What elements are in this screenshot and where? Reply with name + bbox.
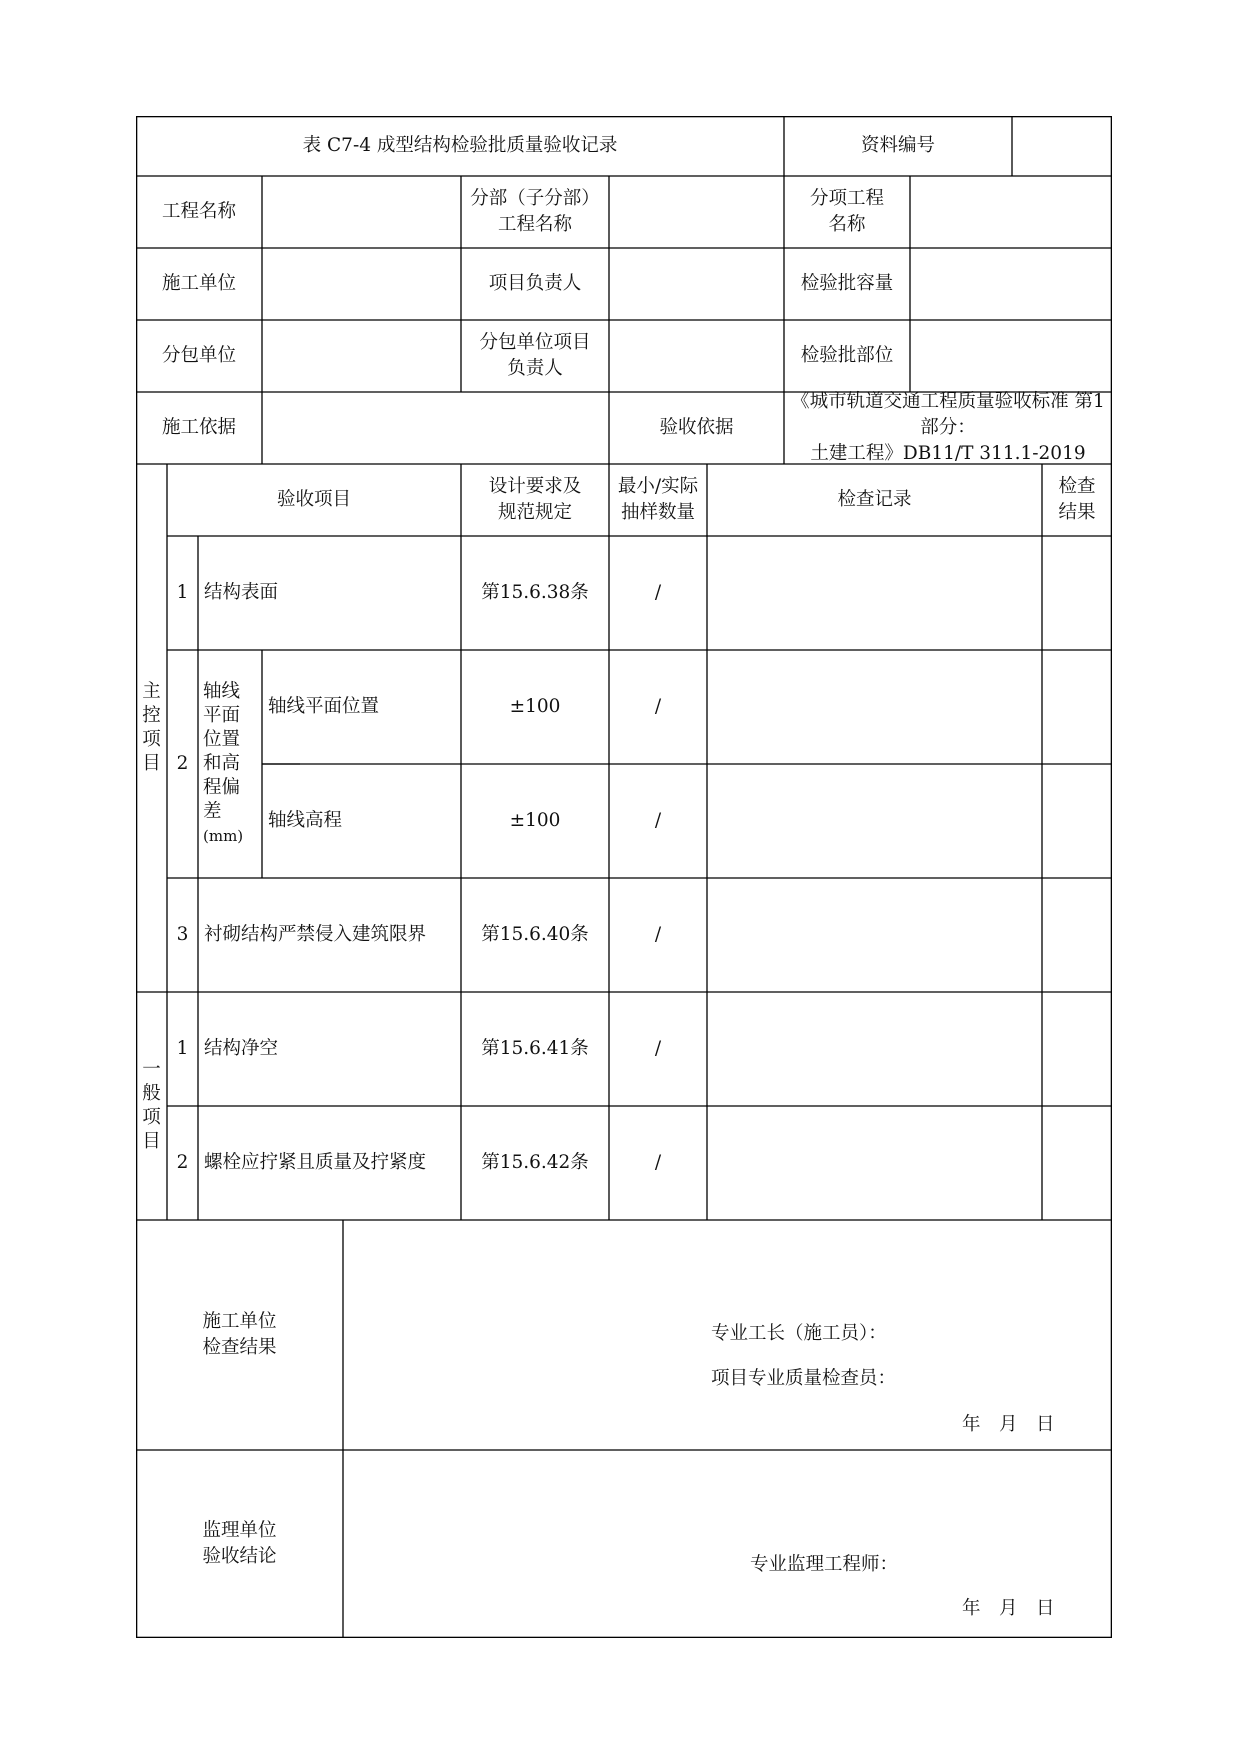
main-row-1-record[interactable]: [707, 536, 1042, 650]
group-label-line: 轴线: [203, 681, 241, 702]
main-row-2a-sample[interactable]: /: [654, 696, 662, 717]
main-row-2a-req: ±100: [509, 696, 561, 717]
sub-item-label-line1: 分项工程: [809, 188, 884, 209]
main-row-2b-req: ±100: [509, 810, 561, 831]
basis-value[interactable]: [262, 392, 609, 464]
main-row-2a-result[interactable]: [1042, 650, 1112, 764]
general-row-2-result[interactable]: [1042, 1106, 1112, 1220]
main-row-1-name: 结构表面: [204, 582, 279, 603]
acceptance-basis-label: 验收依据: [659, 417, 734, 438]
acceptance-record-sheet: [136, 116, 1112, 1638]
general-row-1-result[interactable]: [1042, 992, 1112, 1106]
col-header-result-line1: 检查: [1058, 476, 1096, 497]
col-header-record: 检查记录: [837, 489, 912, 510]
main-row-2a-record[interactable]: [707, 650, 1042, 764]
main-row-2-no: 2: [176, 753, 189, 774]
sub-leader-label-line2: 负责人: [507, 358, 563, 379]
main-row-2b-record[interactable]: [707, 764, 1042, 878]
construction-check-label-line2: 检查结果: [202, 1337, 277, 1358]
main-row-2b-name: 轴线高程: [268, 810, 343, 831]
general-label: [136, 992, 167, 1220]
col-header-sample-line2: 抽样数量: [620, 502, 695, 523]
general-char: 项: [142, 1107, 161, 1128]
general-row-2-name: 螺栓应拧紧且质量及拧紧度: [204, 1152, 427, 1173]
main-control-char: 控: [142, 705, 161, 726]
general-row-1-name: 结构净空: [204, 1038, 279, 1059]
main-control-char: 目: [142, 753, 161, 774]
supervision-label: [136, 1450, 343, 1638]
batch-capacity-label: 检验批容量: [800, 273, 894, 294]
batch-location-label: 检验批部位: [800, 345, 894, 366]
group-label-line: 差: [203, 801, 222, 822]
general-char: 般: [142, 1083, 161, 1104]
project-name-label: 工程名称: [161, 201, 236, 222]
sub-item-label-line2: 名称: [828, 214, 866, 235]
col-header-sample: [609, 464, 707, 536]
general-row-2-no: 2: [176, 1152, 189, 1173]
main-row-3-req: 第15.6.40条: [481, 924, 589, 945]
group-label-line: 程偏: [203, 777, 241, 798]
supervision-label-line2: 验收结论: [202, 1546, 277, 1567]
main-row-3-no: 3: [176, 924, 189, 945]
project-leader-label: 项目负责人: [488, 273, 582, 294]
acceptance-basis-value: [784, 392, 1112, 464]
general-row-1-req: 第15.6.41条: [481, 1038, 589, 1059]
group-label-line: 位置: [203, 729, 241, 750]
col-header-result-line2: 结果: [1058, 502, 1096, 523]
supervision-engineer-signature-label[interactable]: 专业监理工程师：: [750, 1554, 899, 1575]
form-title: 表 C7-4 成型结构检验批质量验收记录: [302, 135, 618, 156]
subcontractor-label: 分包单位: [161, 345, 236, 366]
main-row-1-no: 1: [176, 582, 189, 603]
group-label-line: (mm): [203, 827, 244, 845]
main-row-3-result[interactable]: [1042, 878, 1112, 992]
col-header-design: [461, 464, 609, 536]
main-control-label: [136, 464, 167, 992]
main-row-1-result[interactable]: [1042, 536, 1112, 650]
col-header-design-line1: 设计要求及: [488, 476, 582, 497]
general-row-1-no: 1: [176, 1038, 189, 1059]
basis-label: 施工依据: [161, 417, 236, 438]
general-char: 一: [142, 1059, 161, 1080]
supervision-date[interactable]: 年 月 日: [962, 1598, 1055, 1619]
group-label-line: 和高: [203, 753, 241, 774]
group-label-line: 平面: [203, 705, 241, 726]
col-header-design-line2: 规范规定: [497, 502, 572, 523]
main-row-3-record[interactable]: [707, 878, 1042, 992]
acceptance-basis-line2: 土建工程》DB11/T 311.1-2019: [810, 443, 1086, 464]
main-control-char: 项: [142, 729, 161, 750]
general-row-2-sample[interactable]: /: [654, 1152, 662, 1173]
sub-division-label-line1: 分部（子分部）: [470, 188, 600, 209]
general-row-1-record[interactable]: [707, 992, 1042, 1106]
foreman-signature-label[interactable]: 专业工长（施工员）：: [711, 1323, 887, 1344]
col-header-item: 验收项目: [276, 489, 351, 510]
general-row-2-req: 第15.6.42条: [481, 1152, 589, 1173]
construction-check-label: [136, 1220, 343, 1450]
main-row-2b-result[interactable]: [1042, 764, 1112, 878]
doc-no-label: 资料编号: [860, 135, 935, 156]
main-row-2a-name: 轴线平面位置: [268, 696, 380, 717]
main-row-2b-sample[interactable]: /: [654, 810, 662, 831]
acceptance-basis-line1: 《城市轨道交通工程质量验收标准 第1部分：: [791, 391, 1105, 438]
main-row-2-group-label: [198, 650, 262, 878]
construction-check-label-line1: 施工单位: [202, 1311, 277, 1332]
main-row-3-sample[interactable]: /: [654, 924, 662, 945]
col-header-sample-line1: 最小/实际: [617, 476, 699, 497]
main-row-1-req: 第15.6.38条: [481, 582, 589, 603]
construction-check-date[interactable]: 年 月 日: [962, 1414, 1055, 1435]
general-row-1-sample[interactable]: /: [654, 1038, 662, 1059]
sub-leader-label-line1: 分包单位项目: [479, 332, 591, 353]
construction-unit-label: 施工单位: [161, 273, 236, 294]
quality-inspector-signature-label[interactable]: 项目专业质量检查员：: [711, 1368, 897, 1389]
sub-division-label-line2: 工程名称: [497, 214, 572, 235]
general-char: 目: [142, 1131, 161, 1152]
main-control-char: 主: [142, 681, 161, 702]
main-row-3-name: 衬砌结构严禁侵入建筑限界: [204, 924, 427, 945]
col-header-result: [1042, 464, 1112, 536]
supervision-label-line1: 监理单位: [202, 1520, 277, 1541]
main-row-1-sample[interactable]: /: [654, 582, 662, 603]
general-row-2-record[interactable]: [707, 1106, 1042, 1220]
